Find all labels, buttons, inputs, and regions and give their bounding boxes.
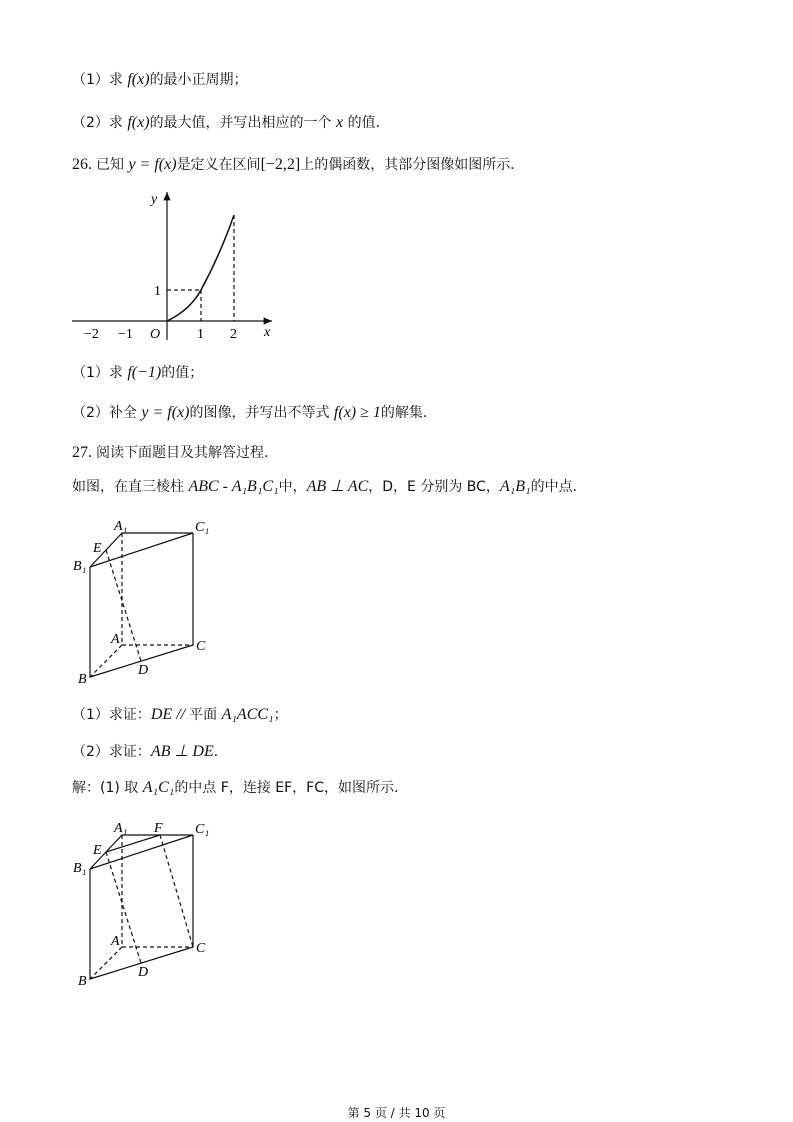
vertex-label: D (138, 663, 149, 678)
text: （1）求 (72, 365, 128, 381)
text: 解：(1) 取 (72, 780, 143, 796)
question-number: 27. (72, 444, 96, 461)
origin-label: O (150, 327, 161, 342)
math: y = f(x) (141, 404, 190, 421)
q26-part1 (72, 363, 203, 383)
vertex-label: B₁ (73, 861, 87, 876)
vertex-label: B₁ (73, 559, 87, 574)
text: 阅读下面题目及其解答过程． (96, 445, 278, 461)
vertex-label: D (138, 965, 149, 980)
math: f(x) ≥ 1 (333, 404, 381, 421)
math: AB ⊥ AC (306, 478, 369, 495)
text: 上的偶函数，其部分图像如图所示． (300, 157, 525, 173)
math: f(x) (127, 114, 150, 131)
text: 如图，在直三棱柱 (72, 479, 189, 495)
text: 已知 (96, 157, 129, 173)
q27-solution (72, 778, 408, 798)
text: ； (273, 707, 288, 723)
x-tick: 2 (230, 327, 237, 342)
vertex-label: C₁ (195, 822, 210, 837)
vertex-label: A₁ (114, 519, 128, 534)
math: x (336, 114, 344, 131)
vertex-label: F (154, 821, 163, 836)
math: AB ⊥ DE (150, 743, 214, 760)
math: [−2,2] (260, 156, 301, 173)
vertex-label: B (78, 672, 87, 687)
dashed-guides (167, 215, 234, 321)
q27-part2 (72, 742, 228, 762)
text: （2）求 (72, 115, 128, 131)
text: 的值； (161, 365, 204, 381)
x-tick: −2 (84, 327, 99, 342)
q27-part1 (72, 705, 288, 725)
text: 的图像，并写出不等式 (189, 405, 334, 421)
vertex-label: A (111, 934, 120, 949)
text: （2）求证： (72, 744, 151, 760)
vertex-label: C (196, 941, 206, 956)
text: ，D，E 分别为 BC， (368, 479, 500, 495)
vertex-label: A (111, 632, 120, 647)
x-label: x (264, 325, 271, 340)
text: 的最大值，并写出相应的一个 (149, 115, 337, 131)
prism-1-labels (73, 519, 209, 687)
text: （1）求证： (72, 707, 151, 723)
q26-part2 (72, 403, 437, 423)
vertex-label: C₁ (195, 520, 210, 535)
text: （1）求 (72, 72, 128, 88)
math: A₁B₁ (499, 478, 531, 495)
math: A₁ACC₁ (221, 706, 274, 723)
prism-2-labels (73, 821, 209, 989)
vertex-label: B (78, 974, 87, 989)
vertex-label: C (196, 639, 206, 654)
text: 平面 (189, 707, 222, 723)
vertex-label: E (93, 843, 102, 858)
text: （2）补全 (72, 405, 142, 421)
math: y = f(x) (128, 156, 177, 173)
page-footer: 第 5 页 / 共 10 页 (347, 1106, 446, 1120)
text: 的中点． (530, 479, 587, 495)
text: 是定义在区间 (176, 157, 261, 173)
function-graph (72, 192, 272, 340)
x-tick: 1 (197, 327, 204, 342)
math: f(−1) (127, 364, 162, 381)
vertex-label: A₁ (114, 821, 128, 836)
math: A₁C₁ (142, 779, 175, 796)
vertex-label: E (93, 541, 102, 556)
question-number: 26. (72, 156, 96, 173)
y-tick: 1 (154, 284, 161, 299)
text: 的最小正周期； (149, 72, 248, 88)
text: 中， (278, 479, 307, 495)
math: ABC - A₁B₁C₁ (188, 478, 279, 495)
math: DE // (150, 706, 190, 723)
prism-figure-2 (90, 835, 193, 979)
q27-given (72, 477, 587, 497)
x-tick: −1 (118, 327, 133, 342)
text: 的解集． (380, 405, 437, 421)
y-label: y (151, 192, 158, 207)
text: ． (213, 744, 228, 760)
text: 的值． (343, 115, 390, 131)
math: f(x) (127, 71, 150, 88)
text: 的中点 F，连接 EF，FC，如图所示． (174, 780, 408, 796)
q27-stem (72, 443, 278, 463)
prism-figure-1 (90, 533, 193, 677)
